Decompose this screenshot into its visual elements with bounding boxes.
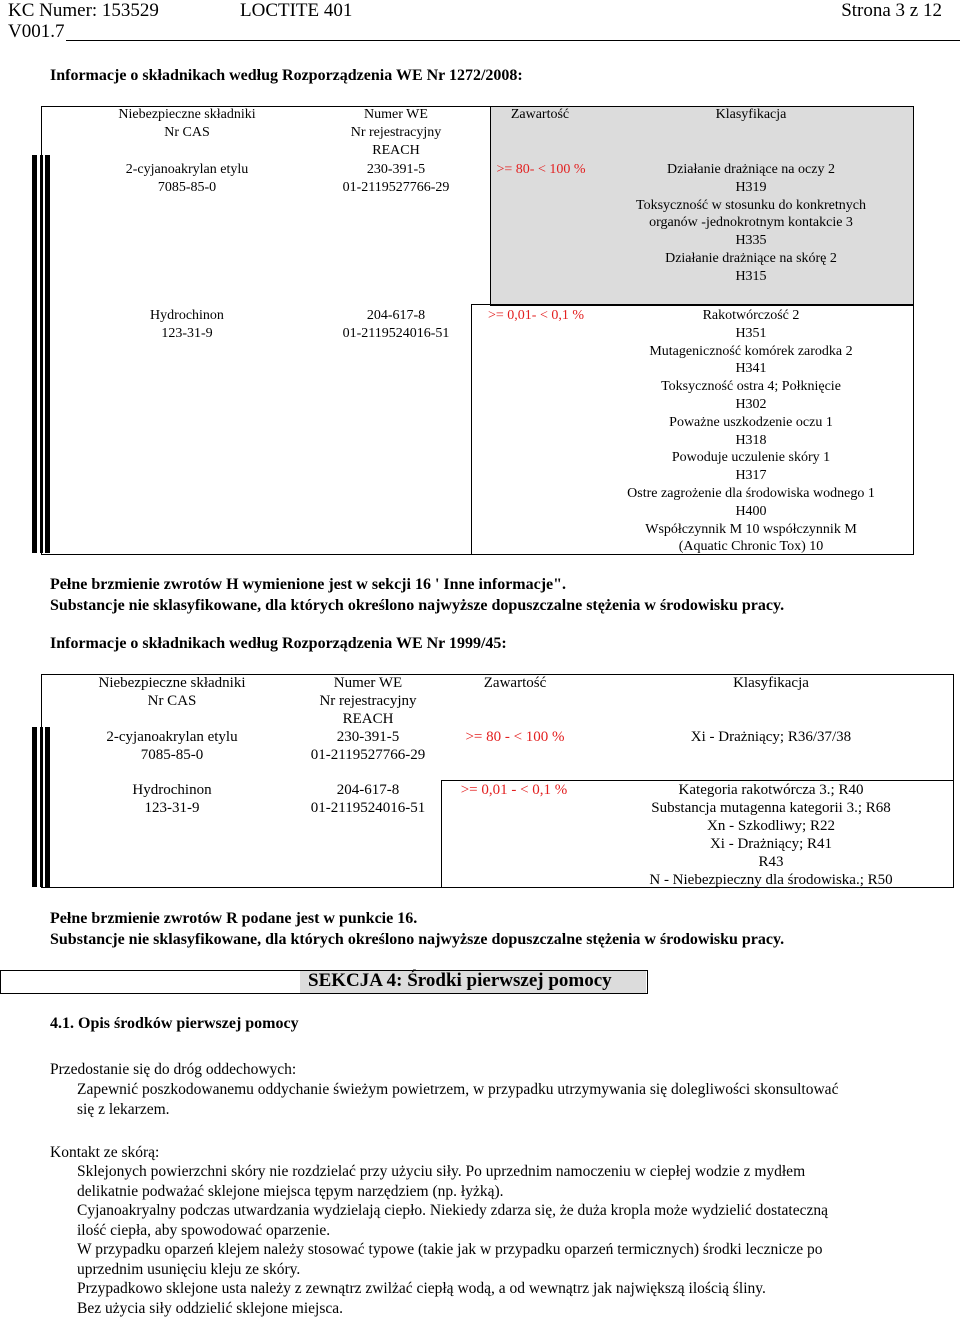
ingredient-name: Hydrochinon: [132, 782, 212, 798]
table2-header-content: Zawartość: [483, 675, 547, 691]
section4-title: SEKCJA 4: Środki pierwszej pomocy: [308, 970, 612, 991]
cas-number: 123-31-9: [144, 800, 200, 816]
section2-note-1: Pełne brzmienie zwrotów R podane jest w punkcie 16.: [50, 910, 418, 927]
table-row: [82, 781, 262, 817]
table2-header-classification: Klasyfikacja: [733, 675, 809, 691]
content-value: >= 80 - < 100 %: [465, 729, 565, 745]
section1-note-1: Pełne brzmienie zwrotów H wymienione jest w sekcji 16 ' Inne informacje".: [50, 576, 567, 593]
ingredient-name: 2-cyjanoakrylan etylu: [125, 162, 249, 177]
section1-title: Informacje o składnikach według Rozporządzenia WE Nr 1272/2008:: [50, 67, 523, 84]
cas-number: 123-31-9: [161, 325, 213, 341]
table1-header-ingredient: Niebezpieczne składniki Nr CAS: [118, 107, 256, 140]
page-number: Strona 3 z 12: [841, 0, 942, 21]
version: V001.7: [8, 21, 65, 42]
product-name: LOCTITE 401: [240, 0, 353, 21]
content-value: >= 0,01- < 0,1 %: [487, 308, 584, 323]
skin-text: Sklejonych powierzchni skóry nie rozdzielać przy użyciu siły. Po uprzednim namoczeniu w ciepłej wodzie z mydłem delikatnie podważać sklejone miejsca tępym narzędziem (np. łyżką). Cyjanoakryalny podczas utwardzania wydzielają ciepło. Niekiedy zdarza się, że duża kropla może wydzielić dostateczną ilość ciepła, aby spowodować oparzenie. W przypadku oparzeń klejem należy stosować typowe (takie jak w przypadku oparzeń termicznych) środki lecznicze po uprzednim usunięciu kleju ze skóry. Przypadkowo sklejone usta należy z zewnątrz zwilżać ciepłą wodą, a od wewnątrz jak największą ilością śliny. Bez użycia siły oddzielić sklejone miejsca.: [77, 1163, 828, 1317]
table1-header-number: Numer WE Nr rejestracyjny REACH: [350, 107, 442, 158]
ingredient-name: 2-cyjanoakrylan etylu: [106, 729, 238, 745]
page-header: [8, 0, 952, 42]
inhalation-label: Przedostanie się do dróg oddechowych:: [50, 1061, 297, 1078]
classification-cell: Xi - Drażniący; R36/37/38: [690, 729, 852, 745]
we-number-cell: 230-391-5 01-2119527766-29: [342, 162, 450, 195]
cas-number: 7085-85-0: [157, 179, 217, 195]
kc-number: KC Numer: 153529: [8, 0, 159, 21]
classification-cell: Działanie drażniące na oczy 2 H319 Toksyczność w stosunku do konkretnych organów -jednokrotnym kontakcie 3 H335 Działanie drażniące na skórę 2 H315: [636, 162, 866, 284]
table-row: [98, 307, 276, 343]
table-row: [82, 728, 262, 764]
content-value: >= 80- < 100 %: [496, 162, 586, 177]
ingredient-name: Hydrochinon: [150, 308, 224, 323]
table-row: [98, 161, 276, 197]
cas-number: 7085-85-0: [140, 747, 204, 763]
section2-title: Informacje o składnikach według Rozporządzenia WE Nr 1999/45:: [50, 635, 507, 652]
classification-cell: Kategoria rakotwórcza 3.; R40 Substancja mutagenna kategorii 3.; R68 Xn - Szkodliwy; R22 Xi - Drażniący; R41 R43 N - Niebezpieczny dla środowiska.; R50: [649, 782, 893, 888]
content-value: >= 0,01 - < 0,1 %: [460, 782, 568, 798]
we-number-cell: 204-617-8 01-2119524016-51: [342, 308, 450, 341]
subsection-4-1-title: 4.1. Opis środków pierwszej pomocy: [50, 1015, 299, 1032]
section2-note-2: Substancje nie sklasyfikowane, dla których określono najwyższe dopuszczalne stężenia w środowisku pracy.: [50, 931, 785, 948]
we-number-cell: 204-617-8 01-2119524016-51: [310, 782, 426, 816]
table1-header-classification: Klasyfikacja: [715, 107, 787, 122]
table2-header-ingredient: Niebezpieczne składniki Nr CAS: [98, 675, 246, 709]
inhalation-text: Zapewnić poszkodowanemu oddychanie świeżym powietrzem, w przypadku utrzymywania się dolegliwości skonsultować się z lekarzem.: [77, 1081, 839, 1118]
header-divider: [66, 40, 960, 41]
classification-cell: Rakotwórczość 2 H351 Mutageniczność komórek zarodka 2 H341 Toksyczność ostra 4; Połknięcie H302 Poważne uszkodzenie oczu 1 H318 Powoduje uczulenie skóry 1 H317 Ostre zagrożenie dla środowiska wodnego 1 H400 Współczynnik M 10 współczynnik M (Aquatic Chronic Tox) 10: [627, 308, 875, 555]
we-number-cell: 230-391-5 01-2119527766-29: [310, 729, 426, 763]
section1-note-2: Substancje nie sklasyfikowane, dla których określono najwyższe dopuszczalne stężenia w środowisku pracy.: [50, 597, 785, 614]
skin-label: Kontakt ze skórą:: [50, 1144, 160, 1161]
table2-header-number: Numer WE Nr rejestracyjny REACH: [319, 675, 417, 727]
table1-header-content: Zawartość: [510, 107, 570, 122]
